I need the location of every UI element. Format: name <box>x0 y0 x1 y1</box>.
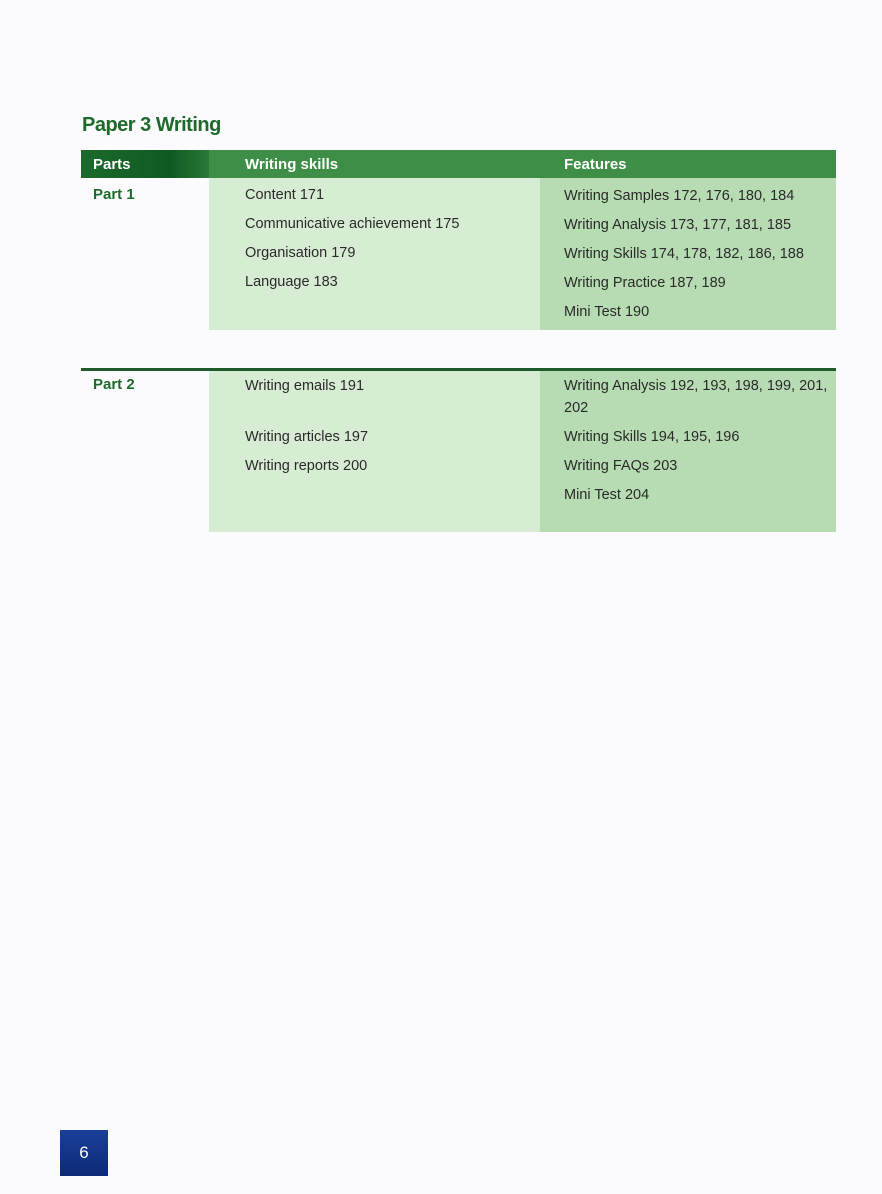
skill-item: Writing articles 197 <box>245 429 369 445</box>
skill-item: Organisation 179 <box>245 245 356 261</box>
feature-item: Mini Test 190 <box>564 304 650 320</box>
skills-cell <box>209 371 540 532</box>
skill-item: Communicative achievement 175 <box>245 216 460 232</box>
part-label: Part 2 <box>93 376 135 393</box>
feature-item: Writing Analysis 173, 177, 181, 185 <box>564 217 792 233</box>
table-row-part-2 <box>81 371 836 532</box>
skills-cell <box>209 178 540 330</box>
feature-item: Writing FAQs 203 <box>564 458 678 474</box>
features-cell <box>540 178 836 330</box>
skill-item: Writing reports 200 <box>245 458 368 474</box>
section-title: Paper 3 Writing <box>82 114 221 136</box>
feature-item: Writing Practice 187, 189 <box>564 275 726 291</box>
table-row-part-1 <box>81 178 836 330</box>
header-writing-skills: Writing skills <box>245 156 339 173</box>
header-parts: Parts <box>93 156 131 173</box>
features-cell <box>540 371 836 532</box>
feature-item: Writing Analysis 192, 193, 198, 199, 201, 202 <box>564 378 828 416</box>
skill-item: Content 171 <box>245 187 325 203</box>
feature-item: Mini Test 204 <box>564 487 650 503</box>
skill-item: Writing emails 191 <box>245 378 365 394</box>
header-features: Features <box>564 156 627 173</box>
feature-item: Writing Samples 172, 176, 180, 184 <box>564 188 795 204</box>
feature-item: Writing Skills 194, 195, 196 <box>564 429 740 445</box>
table-header <box>81 150 836 178</box>
part-label: Part 1 <box>93 186 135 203</box>
skill-item: Language 183 <box>245 274 338 290</box>
header-parts-cell <box>81 150 209 178</box>
feature-item: Writing Skills 174, 178, 182, 186, 188 <box>564 246 804 262</box>
page-number: 6 <box>60 1130 108 1176</box>
